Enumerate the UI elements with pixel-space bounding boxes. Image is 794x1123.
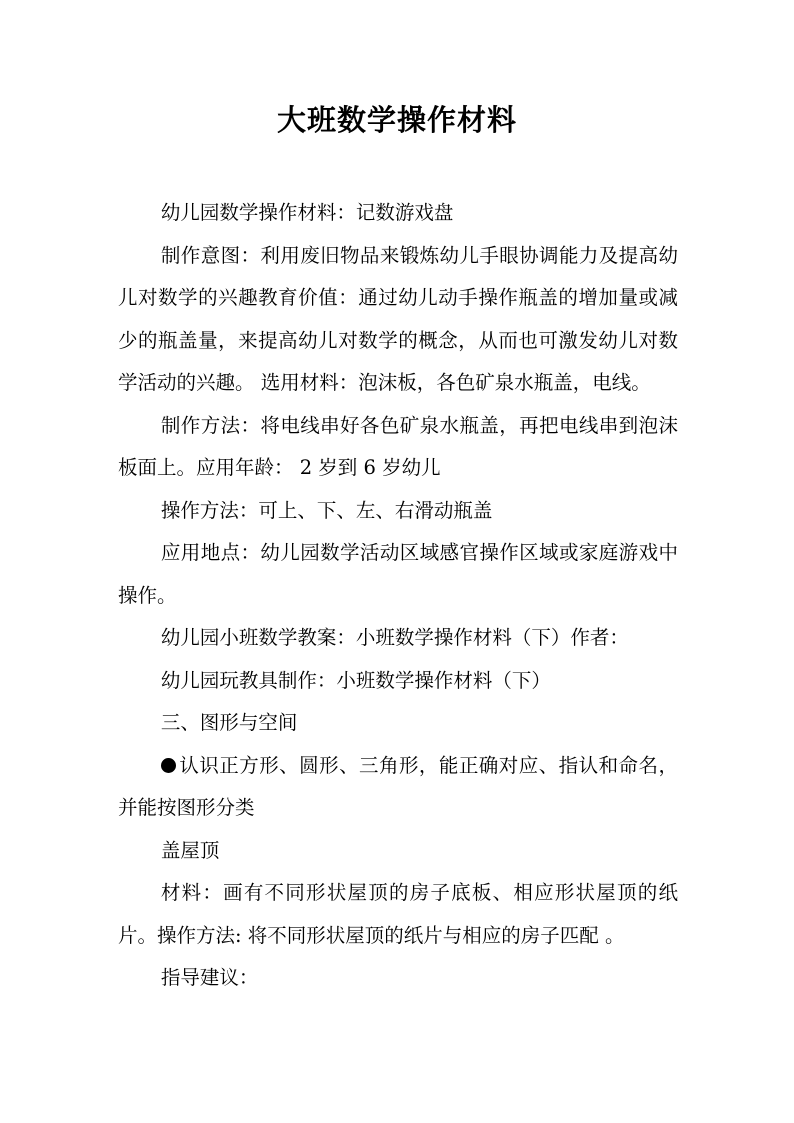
paragraph-toy-making: 幼儿园玩教具制作：小班数学操作材料（下）: [160, 668, 551, 692]
paragraph-section-heading: 三、图形与空间: [160, 711, 298, 734]
paragraph-operation: 操作方法：可上、下、左、右滑动瓶盖: [160, 498, 493, 522]
paragraph-materials: 材料：画有不同形状屋顶的房子底板、相应形状屋顶的纸片。操作方法: 将不同形状屋顶的纸片与相应的房子匹配 。: [118, 881, 678, 947]
paragraph-location: 应用地点：幼儿园数学活动区域感官操作区域或家庭游戏中操作。: [118, 541, 678, 607]
paragraph-material-title: 幼儿园数学操作材料：记数游戏盘: [160, 201, 454, 224]
paragraph-lesson-plan: 幼儿园小班数学教案：小班数学操作材料（下）作者：: [160, 626, 629, 649]
paragraph-activity-name: 盖屋顶: [160, 838, 220, 862]
document-body: [118, 192, 678, 1000]
paragraph-method: 制作方法：将电线串好各色矿泉水瓶盖，再把电线串到泡沫板面上。应用年龄： 2 岁到 6 岁幼儿: [118, 413, 678, 479]
bullet-text: 认识正方形、圆形、三角形，能正确对应、指认和命名，并能按图形分类: [118, 753, 678, 819]
paragraph-guidance: 指导建议：: [160, 966, 259, 989]
paragraph-bullet-shapes: [118, 745, 678, 830]
paragraph-purpose: 制作意图：利用废旧物品来锻炼幼儿手眼协调能力及提高幼儿对数学的兴趣教育价值：通过幼儿动手操作瓶盖的增加量或减少的瓶盖量，来提高幼儿对数学的概念，从而也可激发幼儿对数学活动的兴趣。 选用材料：泡沫板，各色矿泉水瓶盖，电线。: [118, 243, 678, 394]
bullet-icon: [161, 758, 176, 773]
document-title: 大班数学操作材料: [276, 103, 517, 137]
